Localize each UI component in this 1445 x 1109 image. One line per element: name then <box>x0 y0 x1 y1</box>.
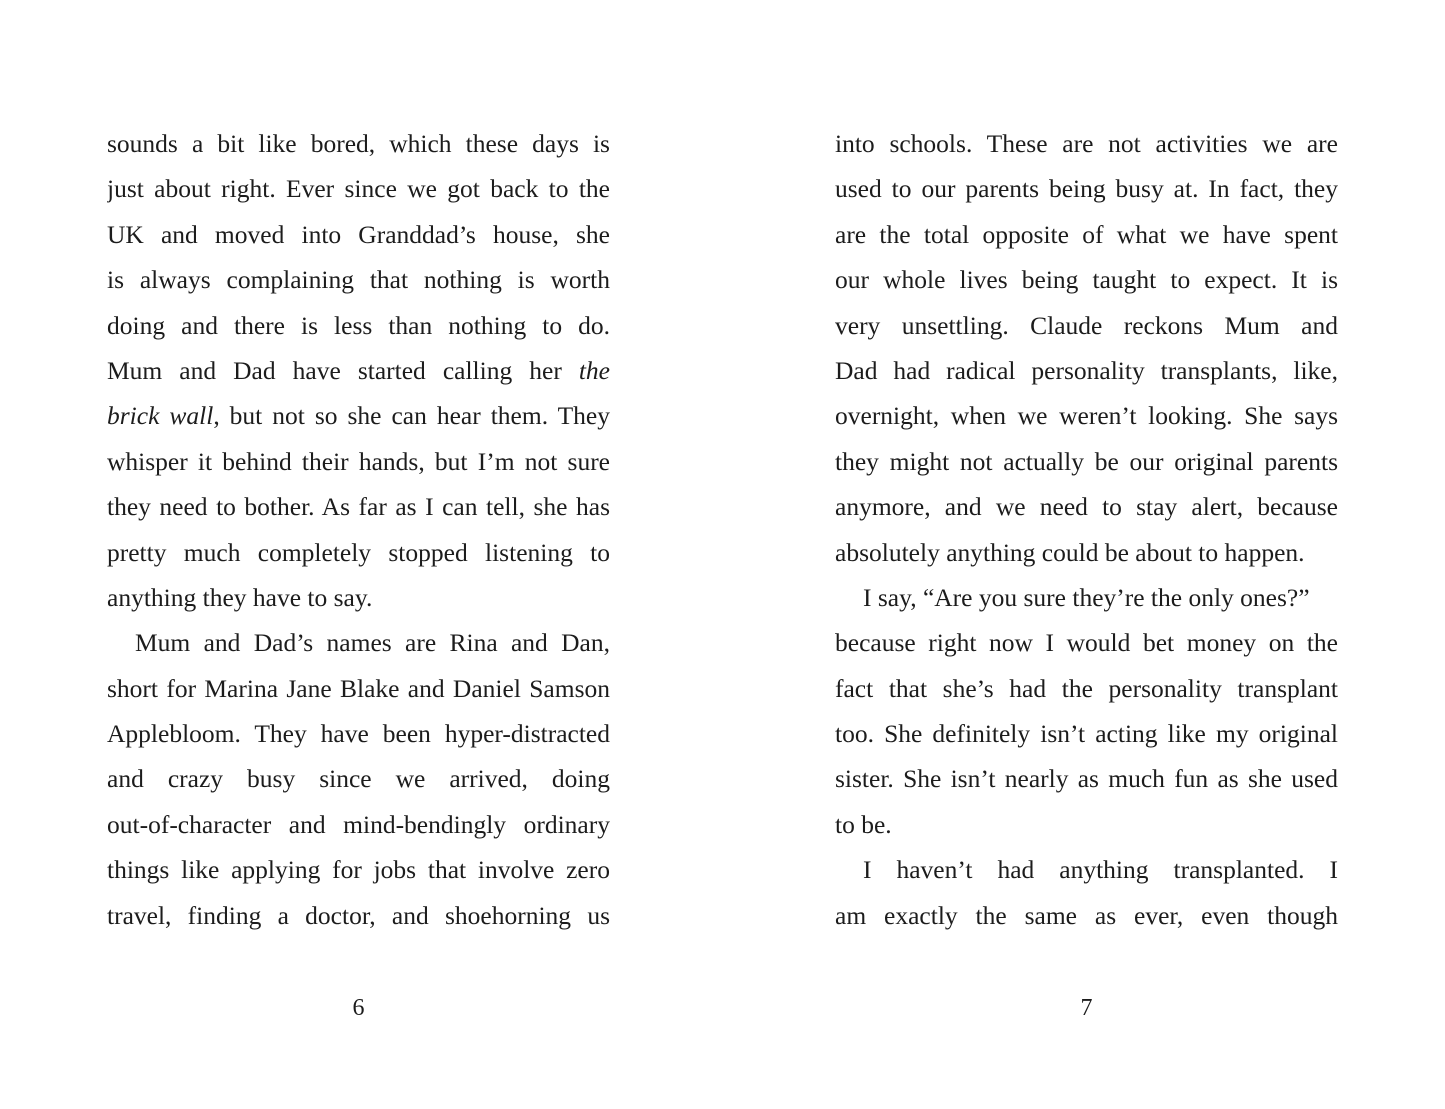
right-page-text <box>835 121 1338 938</box>
text-line: are the total opposite of what we have spent <box>835 219 1338 249</box>
text-line: into schools. These are not activities we are <box>835 129 1338 158</box>
text-line: pretty much completely stopped listening to <box>107 537 610 567</box>
text-line: UK and moved into Granddad’s house, she <box>107 219 610 249</box>
text-line: sounds a bit like bored, which these days is <box>107 129 610 158</box>
italic-text: the <box>578 355 610 385</box>
text-line: they might not actually be our original parents <box>835 446 1338 476</box>
left-page-text <box>107 121 610 938</box>
text-line: to be. <box>835 809 892 839</box>
left-page <box>107 0 610 1109</box>
text-line <box>107 348 610 393</box>
text-line: Applebloom. They have been hyper-distracted <box>107 719 610 749</box>
italic-text: brick wall <box>107 401 214 431</box>
text-line <box>107 393 610 438</box>
text-segment: Mum and Dad have started calling her <box>107 355 579 385</box>
text-line: Dad had radical personality transplants, like, <box>835 355 1338 385</box>
page-number: 6 <box>352 995 365 1021</box>
text-line: is always complaining that nothing is worth <box>107 265 610 295</box>
text-line: I say, “Are you sure they’re the only ones?” <box>863 582 1310 612</box>
text-line: used to our parents being busy at. In fact, they <box>835 174 1338 204</box>
text-line: whisper it behind their hands, but I’m not sure <box>107 446 610 476</box>
text-line: am exactly the same as ever, even though <box>835 900 1338 930</box>
text-line: short for Marina Jane Blake and Daniel Samson <box>107 673 610 703</box>
text-line: they need to bother. As far as I can tell, she has <box>107 492 610 522</box>
text-line: I haven’t had anything transplanted. I <box>863 855 1338 885</box>
text-line: and crazy busy since we arrived, doing <box>107 764 610 794</box>
text-line: out-of-character and mind-bendingly ordinary <box>107 809 610 839</box>
right-page <box>835 0 1338 1109</box>
text-line: sister. She isn’t nearly as much fun as she used <box>835 764 1338 794</box>
text-line: travel, finding a doctor, and shoehorning us <box>107 900 610 930</box>
text-line: because right now I would bet money on the <box>835 628 1338 658</box>
text-line: very unsettling. Claude reckons Mum and <box>835 310 1338 340</box>
text-line: fact that she’s had the personality transplant <box>835 673 1338 703</box>
text-line: anything they have to say. <box>107 582 373 612</box>
text-line: things like applying for jobs that involve zero <box>107 855 610 885</box>
text-line: our whole lives being taught to expect. It is <box>835 265 1338 295</box>
text-line: anymore, and we need to stay alert, because <box>835 492 1338 522</box>
page-number: 7 <box>1080 995 1093 1021</box>
text-line: just about right. Ever since we got back to the <box>107 174 610 204</box>
text-line: Mum and Dad’s names are Rina and Dan, <box>135 628 610 658</box>
text-line: overnight, when we weren’t looking. She says <box>835 401 1338 431</box>
text-segment: , but not so she can hear them. They <box>213 401 610 431</box>
text-line: too. She definitely isn’t acting like my original <box>835 719 1338 749</box>
text-line: absolutely anything could be about to happen. <box>835 537 1305 567</box>
text-line: doing and there is less than nothing to do. <box>107 310 610 340</box>
